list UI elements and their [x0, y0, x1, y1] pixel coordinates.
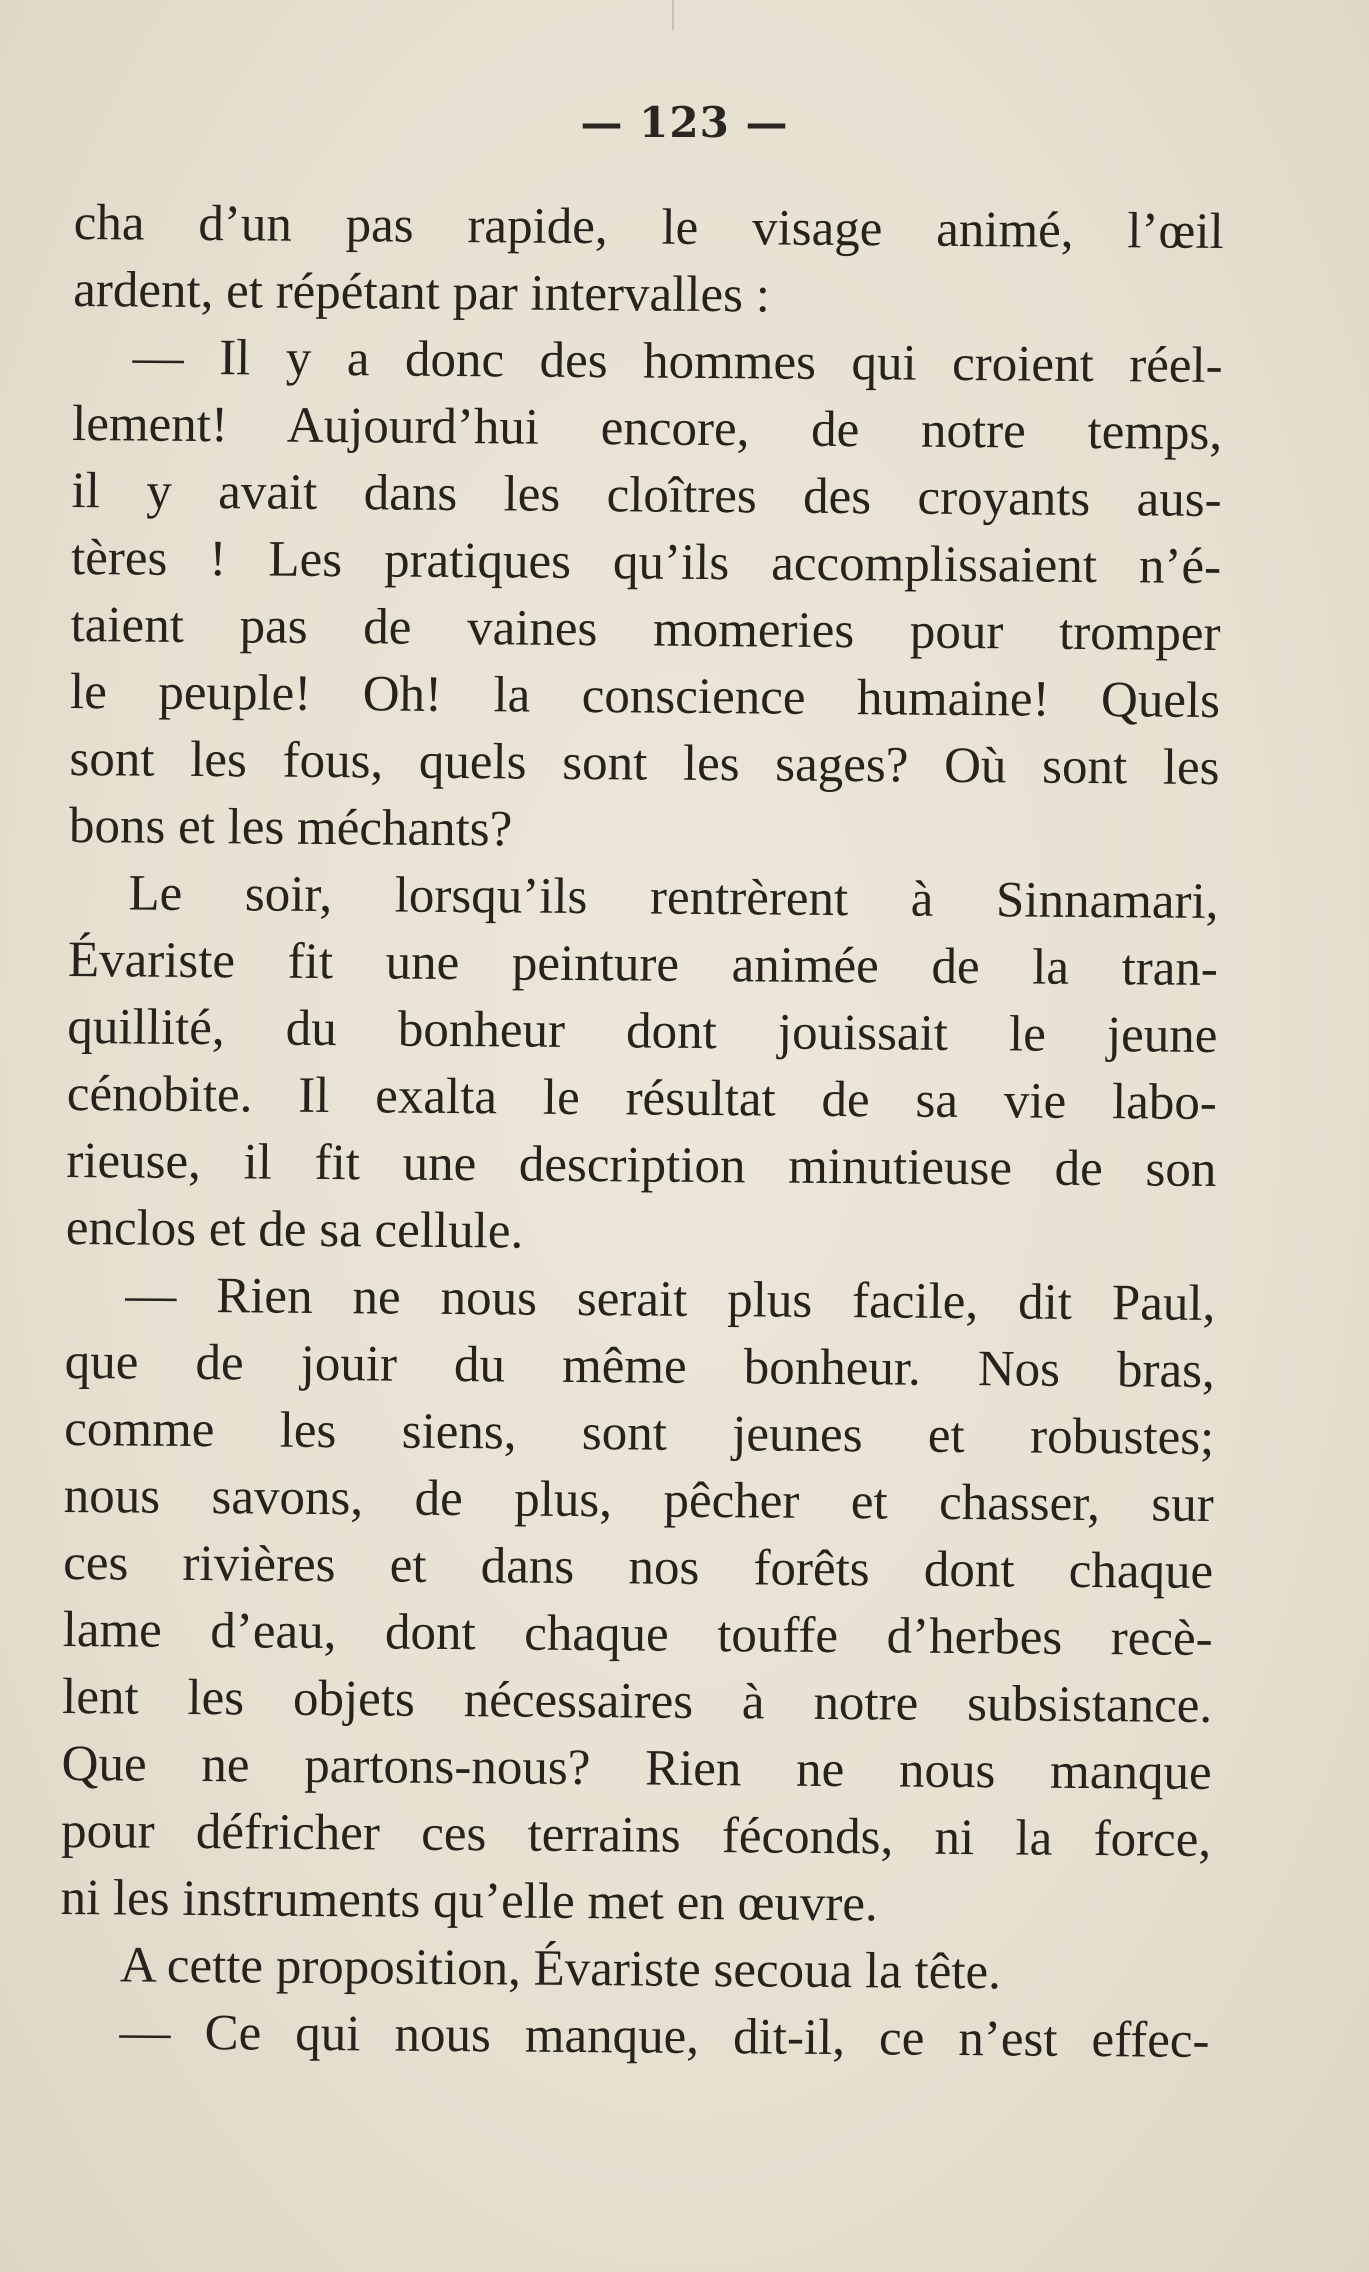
text-line: ni les instruments qu’elle met en œuvre.: [60, 1869, 879, 1933]
text-line: quillité, du bonheur dont jouissait le jeune: [67, 998, 1218, 1065]
text-line: — Rien ne nous serait plus facile, dit Paul,: [125, 1267, 1216, 1332]
text-line: rieuse, il fit une description minutieuse de son: [66, 1132, 1217, 1199]
text-line: — Ce qui nous manque, dit-il, ce n’est effec-: [119, 2004, 1210, 2069]
text-line: A cette proposition, Évariste secoua la tête.: [119, 1937, 1002, 2001]
text-line: il y avait dans les cloîtres des croyants aus-: [71, 462, 1222, 529]
text-line: — Il y a donc des hommes qui croient réel-: [132, 329, 1223, 395]
page-edge-mark: [672, 0, 674, 30]
text-line: cénobite. Il exalta le résultat de sa vie labo-: [66, 1065, 1218, 1132]
text-line: bons et les méchants?: [68, 797, 513, 858]
text-line: pour défricher ces terrains féconds, ni la force,: [60, 1802, 1212, 1868]
text-line: ardent, et répétant par intervalles :: [72, 261, 771, 324]
body-text: [59, 190, 1224, 2075]
text-line: Évariste fit une peinture animée de la tran-: [67, 931, 1219, 998]
text-line: tères ! Les pratiques qu’ils accomplissaient n’é-: [70, 529, 1222, 596]
text-line: le peuple! Oh! la conscience humaine! Quels: [69, 663, 1221, 730]
text-line: lame d’eau, dont chaque touffe d’herbes recè-: [62, 1601, 1213, 1667]
text-line: comme les siens, sont jeunes et robustes;: [64, 1400, 1215, 1466]
text-line: sont les fous, quels sont les sages? Où sont les: [69, 730, 1220, 797]
text-line: lent les objets nécessaires à notre subsistance.: [61, 1668, 1213, 1734]
text-line: ces rivières et dans nos forêts dont chaque: [62, 1534, 1214, 1600]
text-line: enclos et de sa cellule.: [65, 1199, 524, 1260]
text-line: Que ne partons-nous? Rien ne nous manque: [61, 1735, 1212, 1801]
text-line: lement! Aujourd’hui encore, de notre temps,: [71, 395, 1223, 462]
page-number: — 123 —: [580, 98, 789, 147]
text-line: nous savons, de plus, pêcher et chasser, sur: [63, 1467, 1214, 1533]
text-line: cha d’un pas rapide, le visage animé, l’œil: [73, 194, 1224, 261]
text-line: que de jouir du même bonheur. Nos bras,: [64, 1333, 1215, 1399]
text-line: taient pas de vaines momeries pour tromper: [70, 596, 1221, 663]
text-line: Le soir, lorsqu’ils rentrèrent à Sinnamari,: [128, 865, 1219, 931]
